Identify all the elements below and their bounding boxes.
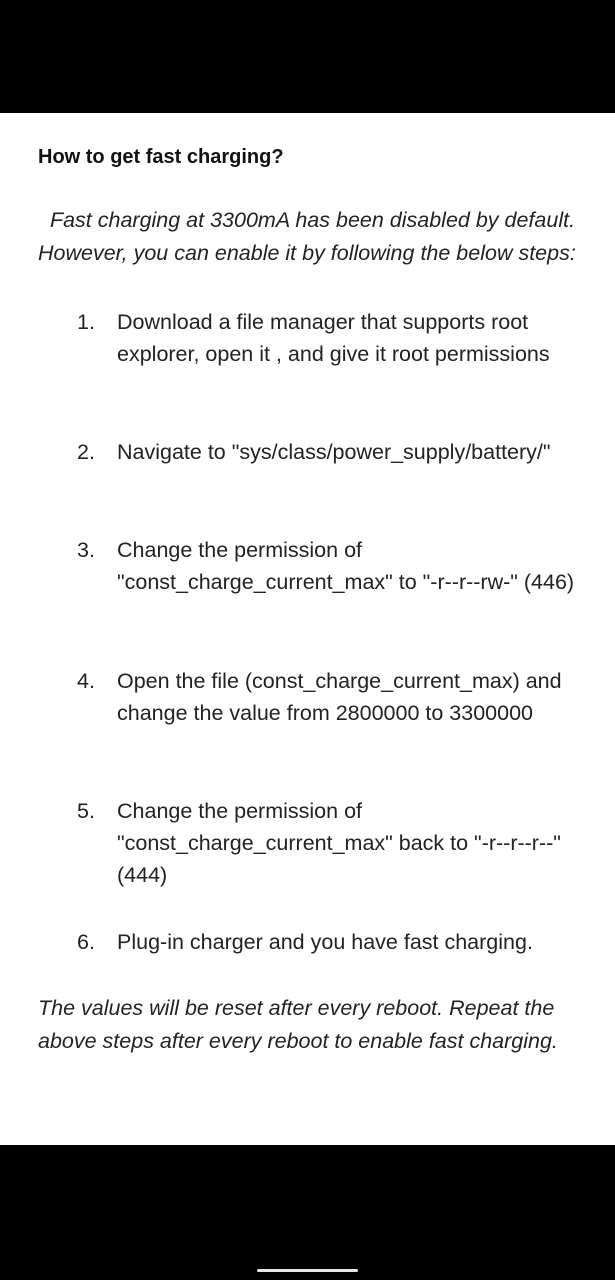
step-number: 6. — [77, 930, 95, 954]
step-text: Plug-in charger and you have fast charging. — [117, 930, 533, 954]
intro-paragraph: Fast charging at 3300mA has been disabled by default. However, you can enable it by following the below steps: — [38, 208, 582, 265]
closing-note: The values will be reset after every reboot. Repeat the above steps after every reboot to enable fast charging. — [38, 996, 558, 1053]
step-text: Download a file manager that supports root explorer, open it , and give it root permissions — [117, 310, 550, 366]
step-number: 1. — [77, 310, 95, 334]
home-indicator[interactable] — [257, 1269, 358, 1272]
step-text: Open the file (const_charge_current_max) and change the value from 2800000 to 3300000 — [117, 669, 562, 725]
step-text: Change the permission of "const_charge_current_max" to "-r--r--rw-" (446) — [117, 538, 575, 594]
top-black-bar — [0, 0, 615, 113]
step-number: 2. — [77, 440, 95, 464]
step-number: 3. — [77, 538, 95, 562]
step-text: Change the permission of "const_charge_current_max" back to "-r--r--r--" (444) — [117, 799, 561, 887]
step-number: 4. — [77, 669, 95, 693]
document-title: How to get fast charging? — [38, 146, 284, 168]
step-number: 5. — [77, 799, 95, 823]
document-image — [0, 113, 615, 1145]
bottom-black-bar — [0, 1145, 615, 1280]
step-text: Navigate to "sys/class/power_supply/battery/" — [117, 440, 551, 464]
